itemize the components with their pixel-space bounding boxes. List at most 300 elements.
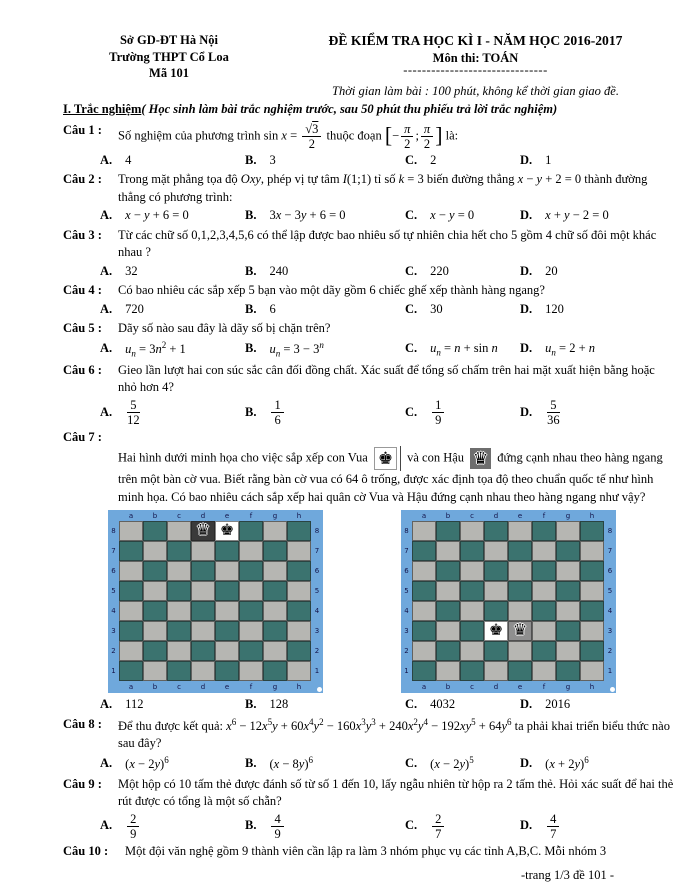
square-d4 (484, 601, 508, 621)
square-a5 (119, 581, 143, 601)
option-value: $\frac{1}{9}$ (430, 398, 446, 427)
square-d3 (484, 621, 508, 641)
board-coordinate-label: a (421, 683, 427, 692)
board-coordinate-label: 2 (404, 647, 409, 656)
square-f8 (239, 521, 263, 541)
option-letter: B. (245, 301, 257, 316)
option-C (405, 301, 520, 319)
question-2 (63, 171, 676, 225)
option-value: x + y − 2 = 0 (545, 208, 609, 222)
question-text: Để thu được kết quả: $x^6 - 12x^5y + 60x^4y^2 - 160x^3y^3 + 240x^2y^4 - 192xy^5 + 64y^6$ ta phải khai triển biểu thức nào sau đây? (118, 716, 670, 751)
option-D (520, 398, 676, 427)
answer-options (100, 152, 676, 170)
square-a7 (119, 541, 143, 561)
square-g2 (556, 641, 580, 661)
answer-options (100, 754, 676, 774)
question-label: Câu 4 : (63, 283, 102, 297)
option-letter: B. (245, 208, 257, 222)
option-value: 112 (125, 697, 144, 712)
square-e4 (215, 601, 239, 621)
square-h7 (580, 541, 604, 561)
question-label: Câu 5 : (63, 321, 102, 335)
square-g8 (263, 521, 287, 541)
chessboards-row (108, 510, 676, 693)
square-h2 (287, 641, 311, 661)
square-b1 (143, 661, 167, 681)
square-g1 (263, 661, 287, 681)
option-D (520, 263, 676, 281)
square-f2 (239, 641, 263, 661)
square-a2 (412, 641, 436, 661)
question-text: Trong mặt phẳng tọa độ Oxy, phép vị tự tâm I(1;1) tỉ số k = 3 biến đường thẳng x − y + 2 = 0 thành đường thẳng có phương trình: (118, 172, 648, 204)
option-letter: C. (405, 755, 418, 770)
option-D (520, 207, 676, 225)
square-b2 (143, 641, 167, 661)
square-h6 (287, 561, 311, 581)
square-e5 (508, 581, 532, 601)
option-letter: D. (520, 818, 533, 833)
board-coordinate-label: 8 (607, 527, 613, 536)
square-e3 (215, 621, 239, 641)
board-coordinate-label: b (152, 511, 158, 520)
square-a2 (119, 641, 143, 661)
question-text: Gieo lần lượt hai con súc sắc cân đối đồng chất. Xác suất để tổng số chấm trên hai mặt xuất hiện bằng hoặc nhỏ hơn 4? (118, 362, 655, 395)
square-h4 (580, 601, 604, 621)
exam-subject: Môn thi: TOÁN (432, 50, 519, 65)
option-letter: A. (100, 697, 113, 712)
option-C (405, 754, 520, 774)
square-b2 (436, 641, 460, 661)
square-c6 (460, 561, 484, 581)
school-block (63, 32, 275, 82)
square-f3 (239, 621, 263, 641)
square-g7 (556, 541, 580, 561)
option-letter: C. (405, 152, 418, 167)
square-d6 (484, 561, 508, 581)
question-label: Câu 8 : (63, 716, 102, 731)
option-value: $\frac{5}{36}$ (547, 397, 560, 427)
option-letter: B. (245, 404, 257, 419)
board-coordinate-label: 5 (404, 587, 409, 596)
square-f1 (239, 661, 263, 681)
board-coordinate-label: 6 (404, 567, 409, 576)
option-value: 720 (125, 301, 144, 316)
square-e6 (215, 561, 239, 581)
square-e5 (215, 581, 239, 601)
option-letter: B. (245, 341, 257, 356)
option-letter: A. (100, 341, 113, 356)
option-value: 2016 (545, 697, 571, 712)
square-g6 (263, 561, 287, 581)
square-c7 (167, 541, 191, 561)
question-label: Câu 9 : (63, 776, 102, 791)
option-C (405, 152, 520, 170)
square-d7 (484, 541, 508, 561)
square-h4 (287, 601, 311, 621)
square-h8 (580, 521, 604, 541)
option-value: x − y + 6 = 0 (125, 208, 189, 222)
square-f7 (239, 541, 263, 561)
option-value: $u_n = 2 + n$ (545, 340, 596, 358)
option-D (520, 301, 676, 319)
square-g5 (263, 581, 287, 601)
option-A (100, 696, 245, 714)
question-text: Số nghiệm của phương trình sin x = $\frac{√3}{2}$ thuộc đoạn [− $\frac{\pi}{2}$ ; $\frac{\pi}{2}$ ] là: (118, 121, 459, 151)
option-letter: B. (245, 263, 257, 278)
answer-options (100, 263, 676, 281)
board-coordinate-label: 7 (404, 547, 409, 556)
question-label: Câu 3 : (63, 227, 102, 242)
option-letter: D. (520, 263, 533, 278)
board-coordinate-label: 7 (607, 547, 613, 556)
option-value: $\frac{4}{7}$ (545, 812, 561, 841)
answer-options (100, 696, 676, 714)
board-coordinate-label: d (493, 511, 499, 520)
square-d2 (191, 641, 215, 661)
square-e8 (215, 521, 239, 541)
option-value: 2 (430, 152, 437, 167)
king-piece: ♚ (488, 622, 504, 640)
square-h5 (580, 581, 604, 601)
section-heading-line (63, 102, 676, 117)
square-f6 (239, 561, 263, 581)
board-corner (401, 510, 412, 521)
board-corner (108, 510, 119, 521)
option-B (245, 207, 405, 225)
board-coordinate-label: 5 (607, 587, 613, 596)
king-piece: ♚ (219, 522, 235, 540)
square-d1 (484, 661, 508, 681)
option-letter: B. (245, 755, 257, 770)
square-e7 (215, 541, 239, 561)
square-b8 (143, 521, 167, 541)
square-f7 (532, 541, 556, 561)
answer-options (100, 301, 676, 319)
square-d6 (191, 561, 215, 581)
option-value: $u_n = n + \sin n$ (430, 340, 498, 358)
square-h5 (287, 581, 311, 601)
board-coordinate-label: 2 (607, 647, 613, 656)
option-value: 128 (269, 697, 289, 712)
square-c3 (460, 621, 484, 641)
square-c3 (167, 621, 191, 641)
question-10 (63, 843, 676, 861)
square-d8 (484, 521, 508, 541)
option-value: $\frac{1}{6}$ (269, 398, 285, 427)
option-letter: B. (245, 697, 257, 712)
option-letter: D. (520, 755, 533, 770)
square-a8 (412, 521, 436, 541)
page-footer: -trang 1/3 đề 101 - (520, 868, 614, 883)
answer-options (100, 339, 676, 360)
board-coordinate-label: 1 (111, 667, 116, 676)
square-c2 (167, 641, 191, 661)
square-h3 (287, 621, 311, 641)
board-coordinate-label: g (565, 683, 571, 692)
question-6 (63, 362, 676, 427)
image-border-artifact (400, 446, 401, 471)
option-letter: B. (245, 152, 257, 167)
title-block (275, 32, 676, 82)
square-c4 (167, 601, 191, 621)
square-d4 (191, 601, 215, 621)
square-g5 (556, 581, 580, 601)
square-c5 (460, 581, 484, 601)
square-e3 (508, 621, 532, 641)
option-letter: D. (520, 341, 533, 356)
square-e6 (508, 561, 532, 581)
square-c5 (167, 581, 191, 601)
square-g4 (263, 601, 287, 621)
board-coordinate-label: a (128, 511, 134, 520)
square-c7 (460, 541, 484, 561)
square-d5 (484, 581, 508, 601)
option-C (405, 207, 520, 225)
option-letter: B. (245, 818, 257, 833)
square-b4 (436, 601, 460, 621)
square-f4 (532, 601, 556, 621)
exam-code: Mã 101 (149, 66, 189, 80)
chessboard-right (401, 510, 616, 693)
option-letter: D. (520, 152, 533, 167)
option-letter: A. (100, 301, 113, 316)
option-D (520, 812, 676, 841)
question-7 (63, 429, 676, 714)
option-value: $\frac{5}{12}$ (127, 397, 140, 427)
option-A (100, 339, 245, 360)
option-letter: C. (405, 301, 418, 316)
board-coordinate-label: 7 (111, 547, 116, 556)
option-letter: A. (100, 755, 113, 770)
board-corner (604, 510, 616, 521)
option-value: 30 (430, 301, 443, 316)
option-value: 20 (545, 263, 558, 278)
board-coordinate-label: c (177, 511, 181, 520)
board-coordinate-label: 1 (314, 667, 320, 676)
square-h1 (580, 661, 604, 681)
option-value: $(x + 2y)^6$ (545, 754, 589, 772)
square-f3 (532, 621, 556, 641)
option-value: 3x − 3y + 6 = 0 (269, 208, 346, 222)
question-label: Câu 7 : (63, 429, 102, 444)
square-e7 (508, 541, 532, 561)
board-coordinate-label: h (296, 683, 302, 692)
queen-icon: ♛ (470, 448, 491, 469)
board-coordinate-label: 6 (607, 567, 613, 576)
option-letter: D. (520, 404, 533, 419)
option-D (520, 696, 676, 714)
option-D (520, 754, 676, 774)
square-c6 (167, 561, 191, 581)
square-g8 (556, 521, 580, 541)
board-coordinate-label: g (565, 511, 571, 520)
square-e8 (508, 521, 532, 541)
square-b6 (436, 561, 460, 581)
option-letter: C. (405, 818, 418, 833)
option-value: x − y = 0 (430, 208, 475, 222)
board-coordinate-label: a (421, 511, 427, 520)
square-g6 (556, 561, 580, 581)
option-A (100, 398, 245, 427)
square-f5 (239, 581, 263, 601)
square-h7 (287, 541, 311, 561)
option-B (245, 301, 405, 319)
square-b6 (143, 561, 167, 581)
square-g4 (556, 601, 580, 621)
square-d2 (484, 641, 508, 661)
board-coordinate-label: d (493, 683, 499, 692)
option-value: $\frac{2}{9}$ (125, 812, 141, 841)
question-text: Dãy số nào sau đây là dãy số bị chặn trên? (118, 321, 331, 335)
board-coordinate-label: 5 (111, 587, 116, 596)
option-C (405, 812, 520, 841)
option-value: 6 (269, 301, 276, 316)
option-value: $u_n = 3n^2 + 1$ (125, 339, 186, 359)
option-B (245, 152, 405, 170)
square-c8 (460, 521, 484, 541)
board-coordinate-label: 2 (111, 647, 116, 656)
board-coordinate-label: 3 (111, 627, 116, 636)
board-coordinate-label: f (249, 683, 253, 692)
board-coordinate-label: 4 (404, 607, 409, 616)
question-9 (63, 776, 676, 841)
school-name: Trường THPT Cổ Loa (109, 49, 229, 64)
board-coordinate-label: a (128, 683, 134, 692)
option-value: 240 (269, 263, 289, 278)
question-label: Câu 1 : (63, 122, 102, 137)
option-A (100, 301, 245, 319)
square-e1 (508, 661, 532, 681)
square-g3 (556, 621, 580, 641)
board-coordinate-label: 7 (314, 547, 320, 556)
board-coordinate-label: 4 (111, 607, 116, 616)
option-letter: A. (100, 208, 113, 222)
board-coordinate-label: c (470, 511, 474, 520)
option-letter: A. (100, 404, 113, 419)
board-coordinate-label: b (445, 683, 451, 692)
square-a6 (412, 561, 436, 581)
option-letter: A. (100, 263, 113, 278)
square-f4 (239, 601, 263, 621)
option-value: 3 (269, 152, 276, 167)
square-b4 (143, 601, 167, 621)
board-coordinate-label: h (589, 683, 595, 692)
option-value: $\frac{2}{7}$ (430, 812, 446, 841)
square-f6 (532, 561, 556, 581)
square-c1 (460, 661, 484, 681)
board-corner (311, 510, 323, 521)
board-coordinate-label: e (224, 683, 230, 692)
question-illustration-text: Hai hình dưới minh họa cho việc sắp xếp con Vua ♚ và con Hậu ♛ đứng cạnh nhau theo hàng ngang trên một bàn cờ vua. Biết rằng bàn cờ vua có 64 ô trống, được xác định tọa độ theo chuẩn quốc tế như hình minh họa. Có bao nhiêu cách sắp xếp hai quân cờ Vua và Hậu đứng cạnh nhau theo hàng ngang như vậy? (118, 446, 676, 506)
square-c1 (167, 661, 191, 681)
square-c8 (167, 521, 191, 541)
question-label: Câu 10 : (63, 843, 109, 858)
option-B (245, 398, 405, 427)
king-icon: ♚ (374, 447, 397, 470)
question-8 (63, 716, 676, 774)
school-department: Sở GD-ĐT Hà Nội (119, 33, 219, 47)
option-A (100, 152, 245, 170)
square-e4 (508, 601, 532, 621)
square-d8 (191, 521, 215, 541)
square-h8 (287, 521, 311, 541)
option-value: $(x - 2y)^5$ (430, 754, 474, 772)
questions-list (63, 122, 676, 861)
square-b5 (143, 581, 167, 601)
square-f8 (532, 521, 556, 541)
time-note: Thời gian làm bài : 100 phút, không kể thời gian giao đề. (332, 83, 619, 98)
option-B (245, 754, 405, 774)
option-letter: D. (520, 697, 533, 712)
board-coordinate-label: f (542, 683, 546, 692)
board-coordinate-label: f (249, 511, 253, 520)
board-coordinate-label: 1 (404, 667, 409, 676)
square-b3 (143, 621, 167, 641)
board-coordinate-label: c (177, 683, 181, 692)
option-B (245, 263, 405, 281)
option-B (245, 696, 405, 714)
option-A (100, 263, 245, 281)
option-value: $\frac{4}{9}$ (269, 812, 285, 841)
option-value: $(x - 8y)^6$ (269, 754, 313, 772)
board-coordinate-label: f (542, 511, 546, 520)
square-a7 (412, 541, 436, 561)
option-A (100, 754, 245, 774)
question-3 (63, 227, 676, 281)
square-d1 (191, 661, 215, 681)
option-letter: C. (405, 404, 418, 419)
square-a1 (119, 661, 143, 681)
option-value: $(x - 2y)^6$ (125, 754, 169, 772)
board-coordinate-label: h (296, 511, 302, 520)
square-h3 (580, 621, 604, 641)
option-B (245, 812, 405, 841)
option-value: 4 (125, 152, 132, 167)
board-coordinate-label: 3 (314, 627, 320, 636)
board-corner (108, 681, 119, 693)
board-coordinate-label: b (445, 511, 451, 520)
square-e2 (508, 641, 532, 661)
option-value: $u_n = 3 - 3^n$ (269, 339, 324, 359)
square-f5 (532, 581, 556, 601)
option-C (405, 696, 520, 714)
dashed-divider: ------------------------------- (403, 63, 548, 78)
queen-piece: ♛ (195, 522, 211, 540)
square-d5 (191, 581, 215, 601)
square-a6 (119, 561, 143, 581)
square-d3 (191, 621, 215, 641)
option-value: 32 (125, 263, 138, 278)
option-C (405, 398, 520, 427)
queen-piece: ♛ (512, 622, 528, 640)
option-A (100, 812, 245, 841)
square-a3 (412, 621, 436, 641)
square-a1 (412, 661, 436, 681)
section-note: ( Học sinh làm bài trắc nghiệm trước, sau 50 phút thu phiếu trả lời trắc nghiệm) (141, 101, 558, 116)
square-a4 (412, 601, 436, 621)
board-coordinate-label: e (517, 511, 523, 520)
square-b7 (436, 541, 460, 561)
square-e1 (215, 661, 239, 681)
square-b8 (436, 521, 460, 541)
board-coordinate-label: 3 (607, 627, 613, 636)
board-coordinate-label: g (272, 511, 278, 520)
board-coordinate-label: 5 (314, 587, 320, 596)
answer-options (100, 207, 676, 225)
option-letter: C. (405, 208, 418, 222)
option-C (405, 263, 520, 281)
square-c4 (460, 601, 484, 621)
